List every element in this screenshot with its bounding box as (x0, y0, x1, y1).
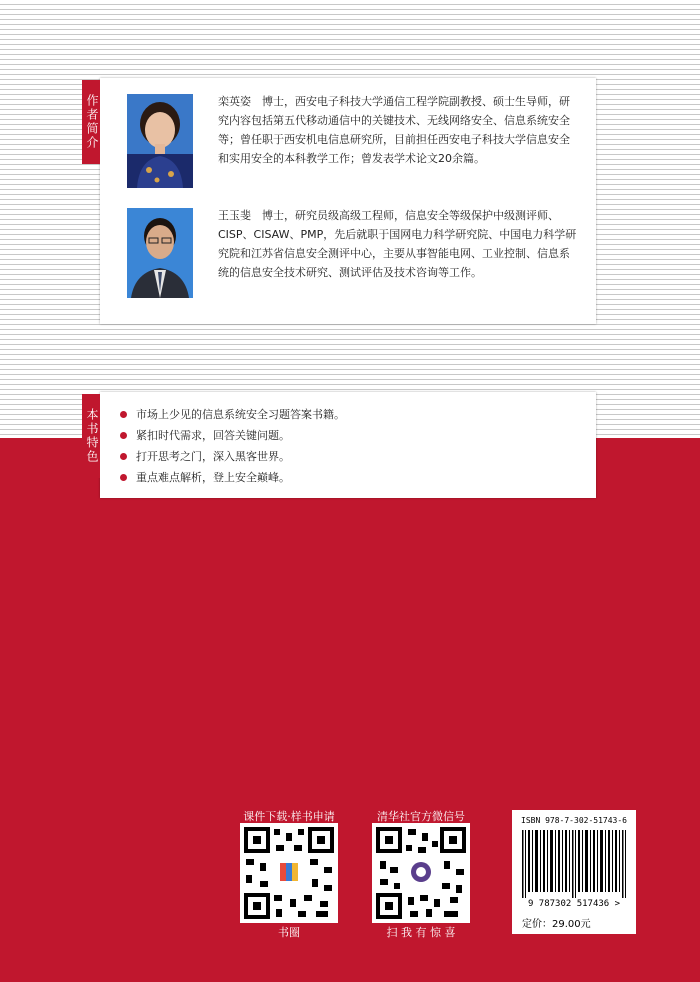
features-tab: 本书特色 (82, 394, 100, 478)
qr-caption-bottom-1: 书圈 (278, 926, 300, 939)
feature-item: 紧扣时代需求，回答关键问题。 (120, 425, 345, 446)
feature-item: 打开思考之门，深入黑客世界。 (120, 446, 345, 467)
feature-item: 市场上少见的信息系统安全习题答案书籍。 (120, 404, 345, 425)
authors-tab: 作者简介 (82, 80, 100, 164)
qr-caption-top-2: 清华社官方微信号 (377, 810, 465, 823)
isbn-text: ISBN 978-7-302-51743-6 (521, 816, 627, 825)
isbn-digits: 9 787302 517436 > (527, 899, 621, 909)
author-photo-2 (127, 208, 193, 298)
bullet-icon (120, 432, 127, 439)
author-bio-1: 栾英姿 博士，西安电子科技大学通信工程学院副教授、硕士生导师，研究内容包括第五代移动通信中的关键技术、无线网络安全、信息系统安全等；曾任职于西安机电信息研究所，目前担任西安电子科技大学信息安全和实用安全的本科教学工作；曾发表学术论文20余篇。 (218, 95, 570, 165)
bullet-icon (120, 474, 127, 481)
author-photo-1 (127, 94, 193, 188)
features-list (120, 404, 345, 488)
price-label: 定价：29.00元 (522, 919, 591, 930)
bullet-icon (120, 411, 127, 418)
isbn-barcode (512, 810, 636, 934)
author-bio-2: 王玉斐 博士，研究员级高级工程师，信息安全等级保护中级测评师、CISP、CISAW、PMP，先后就职于国网电力科学研究院、中国电力科学研究院和江苏省信息安全测评中心，主要从事智能电网、工业控制、信息系统的信息安全技术研究、测试评估及技术咨询等工作。 (218, 209, 577, 279)
feature-item: 重点难点解析，登上安全巅峰。 (120, 467, 345, 488)
qr-code-1 (240, 823, 338, 923)
barcode-icon (518, 830, 630, 898)
qr-caption-top-1: 课件下载·样书申请 (243, 810, 335, 823)
bullet-icon (120, 453, 127, 460)
qr-code-2 (372, 823, 470, 923)
qr-caption-bottom-2: 扫 我 有 惊 喜 (386, 926, 456, 939)
